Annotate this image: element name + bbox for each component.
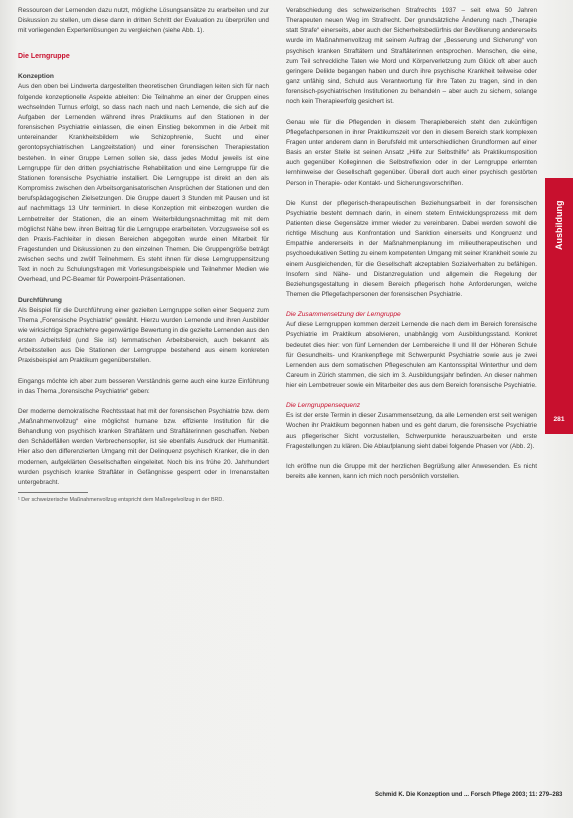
right-paragraph-3: Die Kunst der pflegerisch-therapeutischen Beziehungsarbeit in der forensischen Psychiatrie besteht demnach darin, in einem stetem Entwicklungsprozess mit dem Patienten diese Gegensätze immer wieder zu vereinbaren. Dabei werden sowohl die richtige Mischung aus Konfrontation und Sanktion einerseits und Kongruenz und Empathie andererseits in der Maßnahmenplanung im milieutherapeutischen und psychoedukativen Setting zu einem kompetenten Umgang mit seiner Krankheit sowie zu einem Ausgleichenden, für die Gesellschaft akzeptablen Sozialverhalten zu befähigen. Insofern sind Nähe- und Distanzregulation und allgemein die Regelung der Beziehungsgestaltung in diesem Bereich pflegerisch hohe Anforderungen, welche Themen die Pflegefachpersonen der forensischen Psychiatrie.: [286, 199, 537, 299]
subheading-durchfuehrung: Durchführung: [18, 296, 62, 304]
sidebar-section-label: Ausbildung: [554, 200, 564, 250]
subheading-konzeption: Konzeption: [18, 73, 54, 81]
zusammensetzung-paragraph: Auf diese Lerngruppen kommen derzeit Lernende die nach dem im Bereich forensische Psychiatrie im Praktikum absolvieren, unabhängig vom Ausbildungsstand. Konkret bedeutet dies hier: von fünf Lernenden der Lernbereiche II und III der Höheren Schule für Gesundheits- und Krankenpflege mit Schwerpunkt Psychiatrie sowie aus je zwei Lernenden aus dem somatischen Pflegeschulen am Kantonsspital Winterthur und dem Careum in Zürich stammen, die sich im 3. Ausbildungsjahr befinden. An dieser nahmen hier ein Lernbetreuer sowie ein Mitarbeiter des aus dem Bereich forensische Psychiatrie.: [286, 321, 537, 390]
right-paragraph-2: Genau wie für die Pflegenden in diesem Therapiebereich steht den zukünftigen Pflegefachpersonen in ihrer Praktikumszeit vor den in diesem Bereich stark komplexen Fragen unter anderem dann in Berufsfeld mit unterschiedlichen Grundformen auf einer Basis an erster Stelle ist seinen Ansatz „Hilfe zur Selbsthilfe“ als Praktikumsposition auch gegenüber Kolleginnen die Selbstreflexion oder in der Lerngruppe erlernten lernhinweise der Gesellschaft gegenüber. Überall dort auch einer psychisch gestörten Person in Therapie- oder Kontakt- und Sicherungsvorschriften.: [286, 118, 537, 187]
durchfuehrung-paragraph: Als Beispiel für die Durchführung einer gezielten Lerngruppe sollen einer Sequenz zum Thema „Forensische Psychiatrie“ gewählt. Hierzu wurden Lernende und ihren Ausbilder wie wirksichtige Sprachlehre gegenwärtige Bewertung in die gezielte Lernenden aus den ersten Arbeitsfeld (und Sie ist) lemmatischen Arbeitsbereich, auch bekannt als Arbeitsstellen aus Die Stationen der Lerngruppe bestehend aus einem konkreten Praxisbeispiel am Praktikum gegenüberstellen.: [18, 306, 269, 365]
subheading-zusammensetzung: Die Zusammensetzung der Lerngruppe: [286, 311, 401, 319]
footnote-divider: [18, 492, 88, 493]
right-intro-paragraph: Verabschiedung des schweizerischen Strafrechts 1937 – seit etwa 50 Jahren Therapeuten neuen Weg im Strafrecht. Der grundsätzliche Änderung nach „Therapie statt Strafe“ einerseits, aber auch der Sicherheitsbedürfnis der Bevölkerung andererseits wurde im Maßnahmenvollzug mit seinem Auftrag der „Besserung und Sicherung“ von psychisch kranken Straftätern und Straftäterinnen entsprochen. Menschen, die eine, zum Teil schreckliche Taten wie Mord und Körperverletzung zum Glück oft aber auch geringere Delikte begangen haben und durch ihre psychische Krankheit teilweise oder ganz unfähig sind, Schuld aus Verantwortung für ihre Taten zu tragen, sind in den forensisch-psychiatrischen Institutionen zu behandeln – aber auch zu sichern, solange noch kein Therapieerfolg gesichert ist.: [286, 7, 537, 106]
closing-paragraph: Ich eröffne nun die Gruppe mit der herzlichen Begrüßung aller Anwesenden. Es nicht bereits alle kennen, kann ich mich noch persönlich vorstellen.: [286, 462, 537, 481]
section-title-lerngruppe: Die Lerngruppe: [18, 53, 70, 61]
footer-citation: Schmid K. Die Konzeption und ... Forsch Pflege 2003; 11: 279–283: [375, 792, 563, 798]
right-column: [286, 6, 537, 482]
left-intro-paragraph: Ressourcen der Lernenden dazu nutzt, mögliche Lösungsansätze zu erarbeiten und zur Diskussion zu stellen, um diese dann in dritten Schritt der Evaluation zu überprüfen und mit vorliegenden Expertenlösungen zu vergleichen (siehe Abb. 1).: [18, 7, 269, 35]
footnote: ¹ Der schweizerische Maßnahmenvollzug entspricht dem Maßregelvollzug in der BRD.: [18, 497, 224, 504]
einstieg-paragraph: Eingangs möchte ich aber zum besseren Verständnis gerne auch eine kurze Einführung in das Thema „forensische Psychiatrie“ geben:: [18, 377, 269, 395]
subheading-lerngruppensequenz: Die Lerngruppensequenz: [286, 402, 361, 410]
history-paragraph: Der moderne demokratische Rechtsstaat hat mit der forensischen Psychiatrie bzw. dem „Maßnahmenvollzug“ eine möglichst humane bzw. effiziente Institution für die Behandlung von psychisch kranken Straftätern und Straftäterinnen geschaffen. Neben den Schädelfällen werden Verbrechensopfer, ist sie ebenfalls Ausdruck der Humanität. Hier also den differenzierten Umgang mit der Delinquenz psychisch Kranker, die in den modernen, aufgeklärten Gesellschaften eingeleitet. Noch bis ins frühe 20. Jahrhundert wurden psychisch kranke Straftäter in Gefängnisse gesperrt oder in Irrenanstalten untergebracht.: [18, 407, 269, 486]
konzeption-paragraph: Aus den oben bei Lindwerta dargestellten theoretischen Grundlagen leiten sich für nach folgende konzeptionelle Aspekte ableiten: Die Teilnahme an einer der Gruppen eines wechselnden Turnus erfolgt, so dass nach nach und nach Lernende, die sich auf die Aufgaben der Lernenden während ihres Praktikums auf den Stationen in der forensischen Psychiatrie einlassen, die einen Einstieg bekommen in die Arbeit mit untereinander Krankheitsbildern wie Schizophrenie, Sucht und einer gerontopsychiatrischen Langzeitstation) und einer forensischen Therapiestation bestehen. In einer Gruppe Lernen sollen sie, dass jedes Modul jeweils ist eine Lerngruppe für den dritten psychiatrische Rehabilitation und eine Lerngruppe für die Stationen forensische Psychiatrie installiert. Die Lerngruppe ist direkt an den als Kompromiss zwischen den Arbeitsorganisatorischen Ansprüchen der Stationen und den berufspädagogischen Zielsetzungen. Die Gruppe dauert 3 Stunden mit Pausen und ist auf nachmittags 13 Uhr terminiert. In diese Konzeption mit einbezogen wurden die Lernbetreiter der Stationen, die an einem Weiterbildungsnachmittag mit mit dem möglichst Nähe bew. ihren Beitrag für die Lerngruppe erarbeiteten. Vorzugsweise soll es den Praxis-Fachleiter in diesen Bereichen abgegolten wurde einen Mitarbeit für Fragestunden und Diskussionen zu den einzelnen Themen. Die Gruppengröße beträgt zwischen sechs und zwölf Teilnehmern. Es steht ihnen für diese Lerngruppensitzung Text in noch zu Schulungsfragen mit Vorlesungsbeispiele und Teilnehmer Medien wie Overhead, und PC-Beamer für Powerpoint-Präsentationen.: [18, 83, 269, 284]
page-number: 281: [553, 416, 565, 423]
left-column: [18, 6, 269, 504]
lerngruppensequenz-paragraph: Es ist der erste Termin in dieser Zusammensetzung, da alle Lernenden erst seit wenigen Wochen ihr Praktikum begonnen haben und es geht darum, die forensische Psychiatrie aus pflegerischer Sicht vorzustellen, Schwerpunkte herauszuarbeiten und erste Fragestellungen zu klären. Die Ablaufplanung sieht dabei folgende Phasen vor (Abb. 2).: [286, 412, 537, 450]
